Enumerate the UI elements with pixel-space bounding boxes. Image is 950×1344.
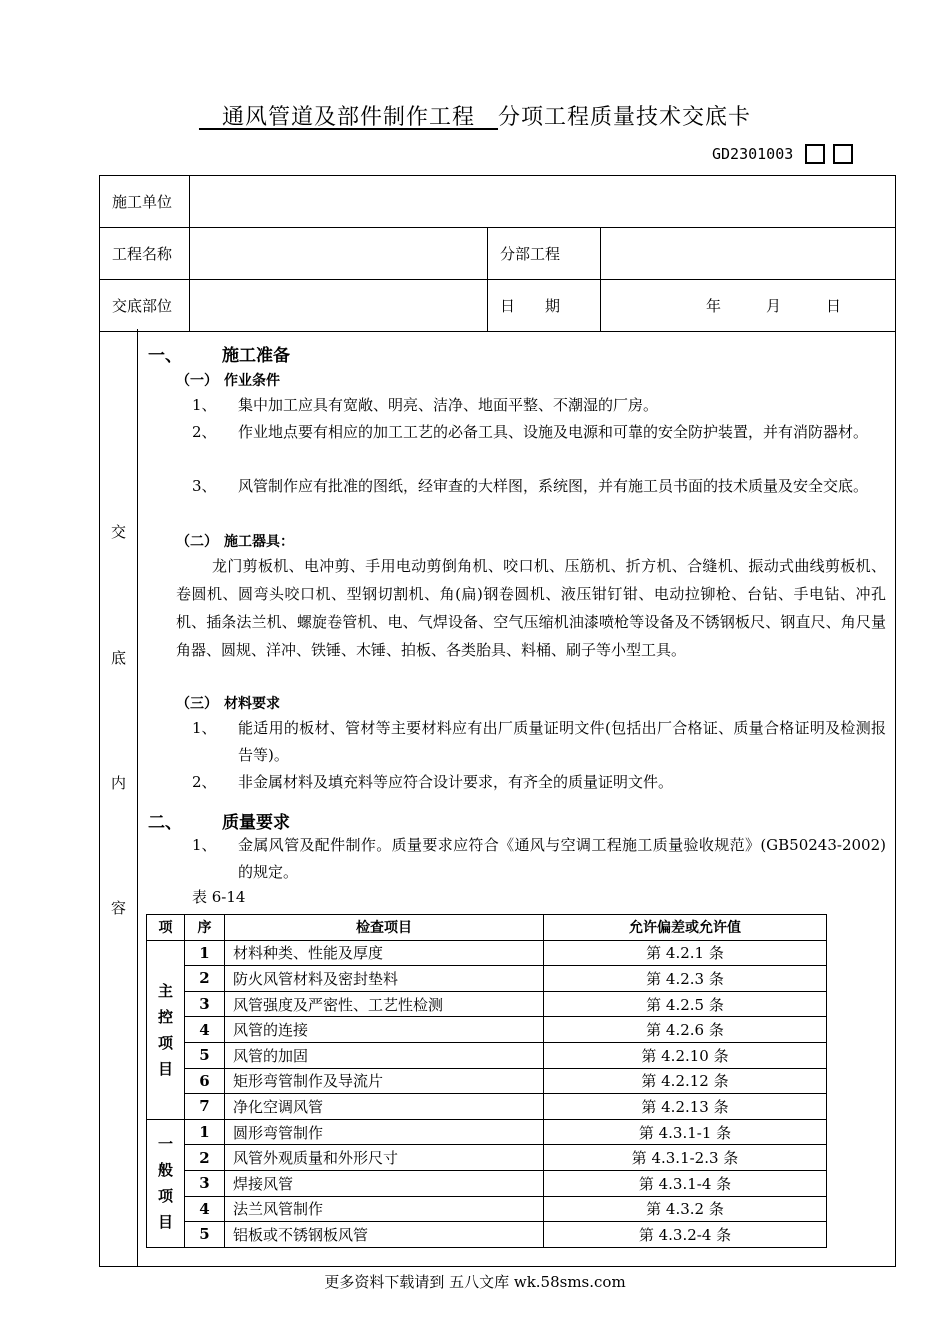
group-general: 一般项目 [147,1119,185,1247]
form-code-text: GD2301003 [712,145,794,163]
table-row: 4 法兰风管制作 第 4.3.2 条 [147,1196,827,1222]
side-label-2: 底 [110,649,126,667]
sub-project-value[interactable] [601,228,896,280]
table-row: 一般项目 1 圆形弯管制作 第 4.3.1-1 条 [147,1119,827,1145]
list-item: 1、 金属风管及配件制作。质量要求应符合《通风与空调工程施工质量验收规范》(GB50243-2002)的规定。 [192,836,886,881]
list-item: 2、 非金属材料及填充料等应符合设计要求，有齐全的质量证明文件。 [192,773,674,791]
side-label-3: 内 [110,774,126,792]
section2-heading: 二、 质量要求 [148,813,290,833]
table-row: 6 矩形弯管制作及导流片 第 4.2.12 条 [147,1068,827,1094]
table-header-row [147,915,827,941]
list-item: 3、 风管制作应有批准的图纸，经审查的大样图，系统图，并有施工员书面的技术质量及安全交底。 [192,477,869,495]
sub3-heading: （三） 材料要求 [176,696,280,712]
checkbox-2[interactable] [833,144,853,164]
form-code [712,143,853,165]
col-header-seq: 序 [185,915,225,941]
list-item: 1、 能适用的板材、管材等主要材料应有出厂质量证明文件(包括出厂合格证、质量合格证明及检测报告等)。 [192,719,886,764]
part-label: 交底部位 [100,280,190,332]
project-label: 工程名称 [100,228,190,280]
date-value[interactable]: 年 月 日 [601,280,896,332]
header-table [99,175,896,332]
col-header-value: 允许偏差或允许值 [544,915,827,941]
sub-project-label: 分部工程 [488,228,601,280]
sub1-heading: （一） 作业条件 [176,373,280,389]
table-caption: 表 6-14 [192,888,246,906]
table-row: 2 防火风管材料及密封垫料 第 4.2.3 条 [147,966,827,992]
inspection-table [146,914,827,1248]
col-header-category: 项 [147,915,185,941]
checkbox-1[interactable] [805,144,825,164]
table-row: 5 铝板或不锈钢板风管 第 4.3.2-4 条 [147,1222,827,1248]
project-value[interactable] [190,228,488,280]
group-main-control: 主控项目 [147,940,185,1119]
col-header-item: 检查项目 [225,915,544,941]
table-row: 主控项目 1 材料种类、性能及厚度 第 4.2.1 条 [147,940,827,966]
side-label-column [100,329,138,1266]
table-row: 5 风管的加固 第 4.2.10 条 [147,1042,827,1068]
table-row: 2 风管外观质量和外形尺寸 第 4.3.1-2.3 条 [147,1145,827,1171]
section1-heading: 一、 施工准备 [148,346,290,366]
side-label-4: 容 [110,899,126,917]
side-label-1: 交 [110,523,126,541]
part-value[interactable] [190,280,488,332]
list-item: 2、 作业地点要有相应的加工工艺的必备工具、设施及电源和可靠的安全防护装置，并有消防器材。 [192,423,869,441]
table-row: 3 风管强度及严密性、工艺性检测 第 4.2.5 条 [147,991,827,1017]
sub2-heading: （二） 施工器具： [176,534,294,550]
table-row: 4 风管的连接 第 4.2.6 条 [147,1017,827,1043]
document-title [0,100,950,131]
footer-link[interactable]: 更多资料下载请到 五八文库 wk.58sms.com [324,1273,626,1291]
unit-value[interactable] [190,176,896,228]
title-rest: 分项工程质量技术交底卡 [498,105,752,130]
title-underlined: 通风管道及部件制作工程 [221,105,475,130]
tools-paragraph: 龙门剪板机、电冲剪、手用电动剪倒角机、咬口机、压筋机、折方机、合缝机、振动式曲线剪板机、卷圆机、圆弯头咬口机、型钢切割机、角(扁)钢卷圆机、液压钳钉钳、电动拉铆枪、台钻、手电钻、冲孔机、插条法兰机、螺旋卷管机、电、气焊设备、空气压缩机油漆喷枪等设备及不锈钢板尺、钢直尺、角尺量角器、圆规、洋冲、铁锤、木锤、拍板、各类胎具、料桶、刷子等小型工具。 [176,557,886,659]
unit-label: 施工单位 [100,176,190,228]
date-label: 日 期 [488,280,601,332]
table-row: 3 焊接风管 第 4.3.1-4 条 [147,1170,827,1196]
list-item: 1、 集中加工应具有宽敞、明亮、洁净、地面平整、不潮湿的厂房。 [192,396,659,414]
table-row: 7 净化空调风管 第 4.2.13 条 [147,1094,827,1120]
